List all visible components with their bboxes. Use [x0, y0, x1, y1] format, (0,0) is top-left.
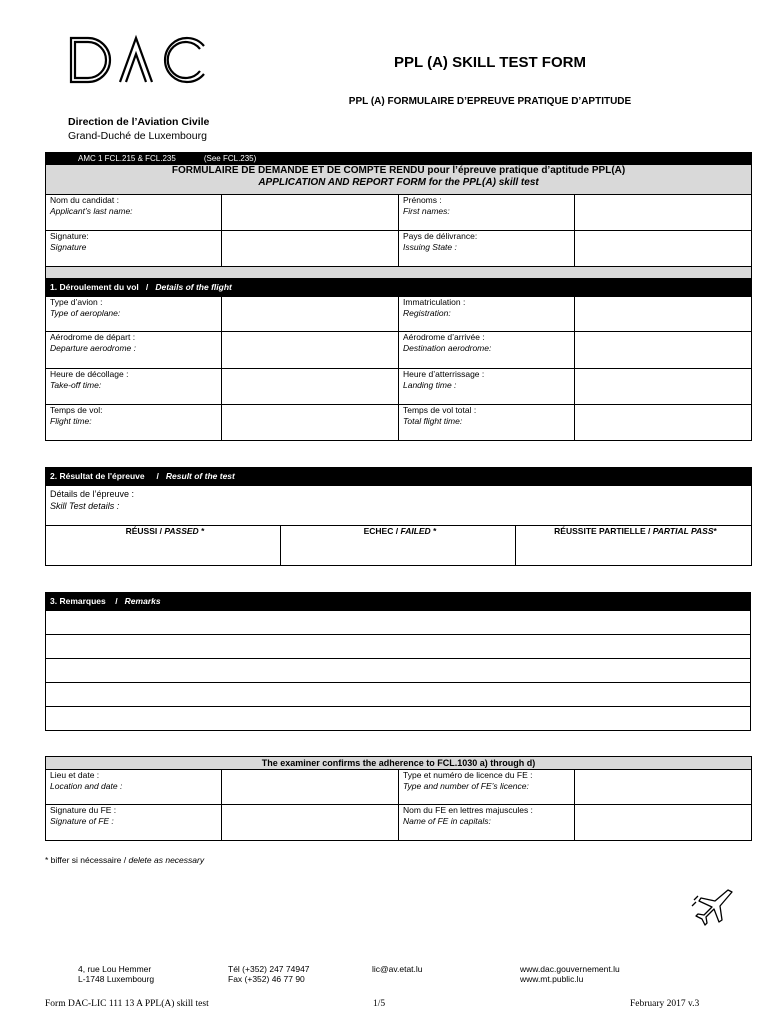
examiner-table [45, 756, 752, 841]
input-registration[interactable] [575, 297, 752, 332]
input-first-names[interactable] [575, 195, 752, 231]
input-issuing-state[interactable] [575, 231, 752, 267]
section-2-header: 2. Résultat de l'épreuve / Result of the test [46, 468, 752, 486]
footnote: * biffer si nécessaire / delete as necessary [45, 855, 205, 865]
page-subtitle: PPL (A) FORMULAIRE D’EPREUVE PRATIQUE D’APTITUDE [348, 96, 632, 107]
label-takeoff-time: Heure de décollage : Take-off time: [46, 369, 222, 405]
result-partial-pass[interactable]: RÉUSSITE PARTIELLE / PARTIAL PASS* [516, 526, 752, 566]
label-total-flight-time: Temps de vol total : Total flight time: [399, 405, 575, 441]
footer-websites[interactable]: www.dac.gouvernement.lu www.mt.public.lu [520, 964, 620, 984]
result-table [45, 467, 752, 566]
applicant-table [45, 152, 752, 441]
input-landing-time[interactable] [575, 369, 752, 405]
input-location-date[interactable] [222, 770, 399, 805]
label-signature: Signature: Signature [46, 231, 222, 267]
form-title-en: APPLICATION AND REPORT FORM for the PPL(A) skill test [258, 177, 539, 188]
label-flight-time: Temps de vol: Flight time: [46, 405, 222, 441]
footer-phone: Tél (+352) 247 74947 Fax (+352) 46 77 90 [228, 964, 310, 984]
org-country: Grand-Duché de Luxembourg [68, 130, 207, 142]
label-first-names: Prénoms : First names: [399, 195, 575, 231]
input-total-flight-time[interactable] [575, 405, 752, 441]
input-signature[interactable] [222, 231, 399, 267]
form-id: Form DAC-LIC 111 13 A PPL(A) skill test [45, 999, 209, 1009]
amc-reference: AMC 1 FCL.215 & FCL.235 (See FCL.235) [46, 153, 752, 165]
label-aircraft-type: Type d’avion : Type of aeroplane: [46, 297, 222, 332]
result-passed[interactable]: RÉUSSI / PASSED * [46, 526, 281, 566]
dac-logo-mark [68, 34, 218, 114]
label-fe-licence: Type et numéro de licence du FE : Type and number of FE’s licence: [399, 770, 575, 805]
label-registration: Immatriculation : Registration: [399, 297, 575, 332]
examiner-confirmation: The examiner confirms the adherence to FCL.1030 a) through d) [46, 757, 752, 770]
skill-test-details[interactable]: Détails de l’épreuve : Skill Test details : [46, 486, 752, 526]
page-number: 1/5 [373, 999, 386, 1009]
section-1-header: 1. Déroulement du vol / Details of the flight [46, 279, 752, 297]
separator-row [46, 267, 752, 279]
footer-address: 4, rue Lou Hemmer L-1748 Luxembourg [78, 964, 155, 984]
input-flight-time[interactable] [222, 405, 399, 441]
label-fe-name: Nom du FE en lettres majuscules : Name of FE in capitals: [399, 805, 575, 841]
remarks-line[interactable] [46, 611, 751, 635]
label-issuing-state: Pays de délivrance: Issuing State : [399, 231, 575, 267]
form-title-fr: FORMULAIRE DE DEMANDE ET DE COMPTE RENDU pour l’épreuve pratique d’aptitude PPL(A) [171, 165, 626, 176]
remarks-line[interactable] [46, 707, 751, 731]
label-last-name: Nom du candidat : Applicant’s last name: [46, 195, 222, 231]
page-title: PPL (A) SKILL TEST FORM [394, 54, 586, 71]
remarks-table [45, 592, 751, 731]
remarks-line[interactable] [46, 659, 751, 683]
input-departure[interactable] [222, 332, 399, 369]
label-destination: Aérodrome d’arrivée : Destination aerodrome: [399, 332, 575, 369]
input-destination[interactable] [575, 332, 752, 369]
input-aircraft-type[interactable] [222, 297, 399, 332]
label-landing-time: Heure d’atterrissage : Landing time : [399, 369, 575, 405]
input-takeoff-time[interactable] [222, 369, 399, 405]
input-fe-name[interactable] [575, 805, 752, 841]
form-version: February 2017 v.3 [630, 999, 700, 1009]
input-fe-licence[interactable] [575, 770, 752, 805]
org-name: Direction de l’Aviation Civile [68, 116, 210, 128]
label-location-date: Lieu et date : Location and date : [46, 770, 222, 805]
section-3-header: 3. Remarques / Remarks [46, 593, 751, 611]
input-last-name[interactable] [222, 195, 399, 231]
remarks-line[interactable] [46, 683, 751, 707]
footer-email[interactable]: lic@av.etat.lu [372, 964, 423, 974]
label-fe-signature: Signature du FE : Signature of FE : [46, 805, 222, 841]
result-failed[interactable]: ECHEC / FAILED * [281, 526, 516, 566]
input-fe-signature[interactable] [222, 805, 399, 841]
airplane-icon [690, 886, 734, 930]
dac-logo [68, 34, 218, 144]
form-header [46, 165, 752, 195]
remarks-line[interactable] [46, 635, 751, 659]
label-departure: Aérodrome de départ : Departure aerodrome : [46, 332, 222, 369]
